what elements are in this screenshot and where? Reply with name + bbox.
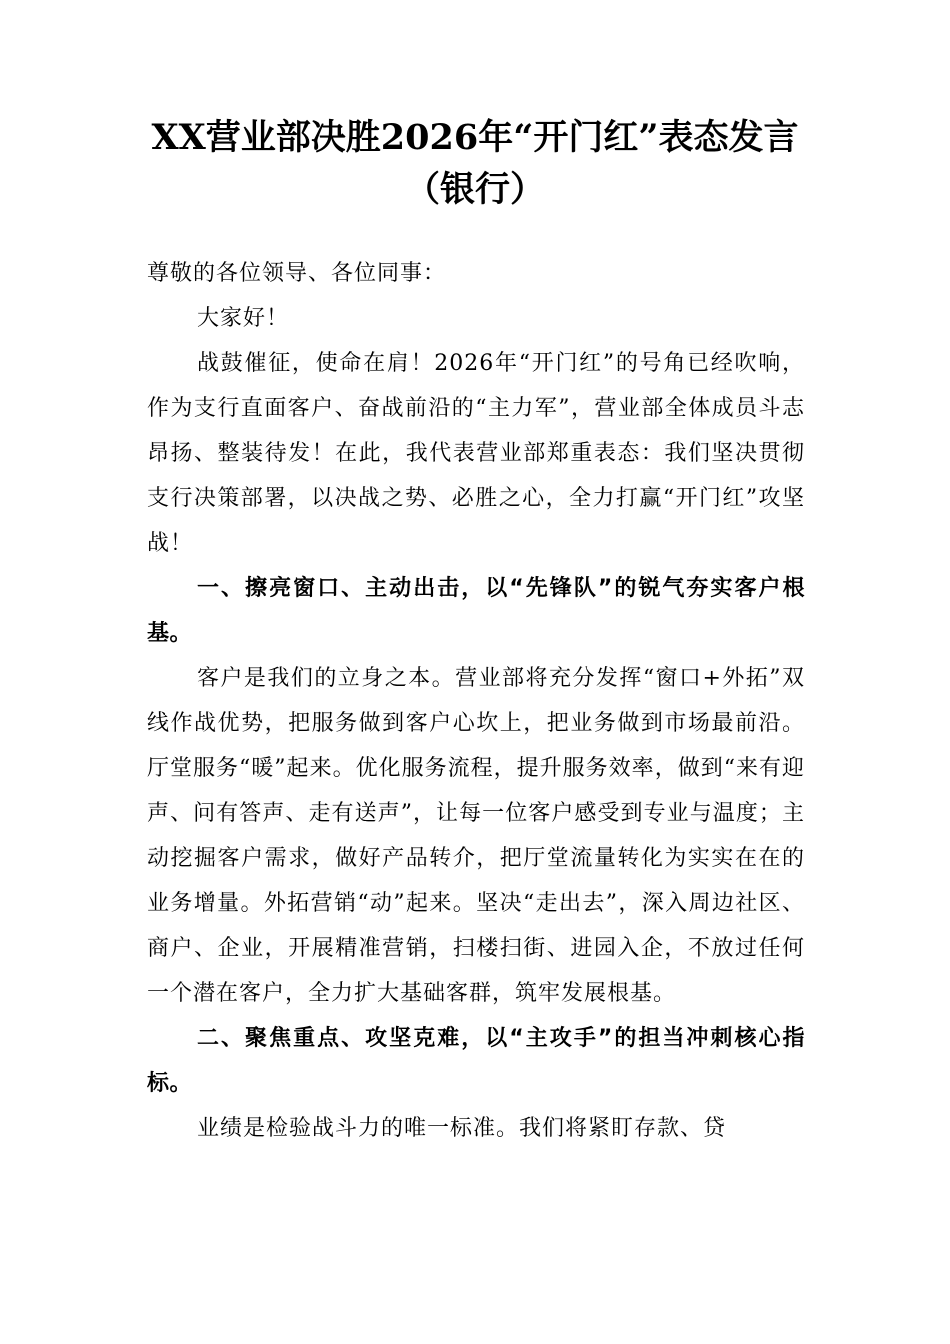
intro-paragraph: 战鼓催征，使命在肩！2026年“开门红”的号角已经吹响，作为支行直面客户、奋战前沿的“主力军”，营业部全体成员斗志昂扬、整装待发！在此，我代表营业部郑重表态：我们坚决贯彻支行决策部署，以决战之势、必胜之心，全力打赢“开门红”攻坚战！	[147, 351, 805, 556]
section-paragraph-1: 客户是我们的立身之本。营业部将充分发挥“窗口+外拓”双线作战优势，把服务做到客户心坎上，把业务做到市场最前沿。厅堂服务“暖”起来。优化服务流程，提升服务效率，做到“来有迎声、问有答声、走有送声”，让每一位客户感受到专业与温度；主动挖掘客户需求，做好产品转介，把厅堂流量转化为实实在在的业务增量。外拓营销“动”起来。坚决“走出去”，深入周边社区、商户、企业，开展精准营销，扫楼扫街、进园入企，不放过任何一个潜在客户，全力扩大基础客群，筑牢发展根基。	[147, 666, 805, 1006]
section-paragraph-2: 业绩是检验战斗力的唯一标准。我们将紧盯存款、贷	[197, 1116, 727, 1141]
salutation: 尊敬的各位领导、各位同事：	[147, 261, 447, 286]
document-body	[147, 251, 805, 1151]
document-title: XX营业部决胜2026年“开门红”表态发言（银行）	[151, 117, 799, 210]
section-heading-2: 二、聚焦重点、攻坚克难，以“主攻手”的担当冲刺核心指标。	[147, 1026, 805, 1096]
section-heading-1: 一、擦亮窗口、主动出击，以“先锋队”的锐气夯实客户根基。	[147, 576, 805, 646]
greeting: 大家好！	[197, 306, 290, 331]
